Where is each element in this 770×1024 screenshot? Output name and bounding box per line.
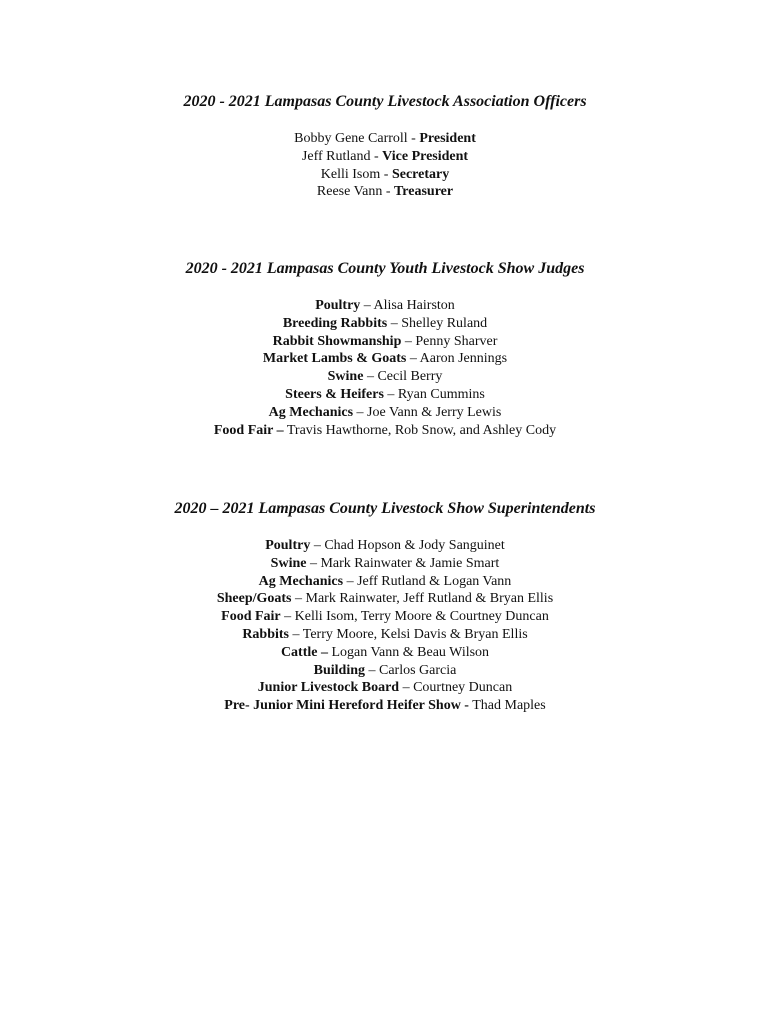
judge-people: – Joe Vann & Jerry Lewis	[353, 404, 502, 420]
officer-line	[0, 148, 770, 166]
judge-category: Ag Mechanics	[268, 404, 354, 420]
superintendent-category: Food Fair	[221, 609, 281, 625]
officers-list	[0, 130, 770, 201]
judge-category: Steers & Heifers	[285, 386, 384, 402]
officer-line	[0, 183, 770, 201]
officer-name: Jeff Rutland -	[301, 148, 383, 164]
superintendent-category: Cattle –	[280, 644, 328, 660]
superintendent-people: Logan Vann & Beau Wilson	[327, 644, 490, 660]
officer-role: Secretary	[391, 166, 450, 182]
judges-title: 2020 - 2021 Lampasas County Youth Livestock Show Judges	[185, 260, 585, 277]
superintendent-category: Sheep/Goats	[216, 591, 292, 607]
superintendent-people: – Mark Rainwater & Jamie Smart	[306, 555, 500, 571]
judge-people: – Ryan Cummins	[383, 386, 485, 402]
officer-name: Reese Vann -	[316, 184, 394, 200]
judge-category: Poultry	[315, 298, 361, 313]
superintendent-category: Poultry	[265, 538, 311, 553]
superintendents-title: 2020 – 2021 Lampasas County Livestock Show Superintendents	[174, 500, 596, 517]
judges-list	[0, 297, 770, 439]
officer-role: Treasurer	[394, 184, 454, 200]
superintendent-line	[0, 573, 770, 591]
judge-category: Market Lambs & Goats	[262, 351, 407, 367]
superintendent-line	[0, 555, 770, 573]
superintendent-category: Swine	[270, 555, 307, 571]
superintendent-line	[0, 537, 770, 555]
judge-people: – Alisa Hairston	[360, 298, 455, 313]
superintendent-line	[0, 644, 770, 662]
judge-line	[0, 404, 770, 422]
superintendent-category: Rabbits	[242, 626, 289, 642]
superintendent-people: – Kelli Isom, Terry Moore & Courtney Duncan	[280, 609, 549, 625]
superintendent-line	[0, 608, 770, 626]
judge-people: – Cecil Berry	[363, 369, 443, 385]
officer-role: President	[419, 131, 476, 146]
judge-people: Travis Hawthorne, Rob Snow, and Ashley Cody	[283, 422, 557, 438]
superintendent-category: Building	[313, 662, 365, 678]
officer-name: Kelli Isom -	[320, 166, 392, 182]
superintendent-category: Pre- Junior Mini Hereford Heifer Show -	[224, 698, 469, 714]
judge-line	[0, 350, 770, 368]
judge-line	[0, 368, 770, 386]
superintendent-people: – Carlos Garcia	[365, 662, 457, 678]
officers-section	[0, 92, 770, 201]
superintendent-people: – Jeff Rutland & Logan Vann	[343, 573, 512, 589]
superintendent-line	[0, 662, 770, 680]
superintendents-section	[0, 499, 770, 715]
officer-line	[0, 130, 770, 148]
judge-category: Breeding Rabbits	[282, 315, 388, 331]
superintendent-line	[0, 590, 770, 608]
superintendent-line	[0, 626, 770, 644]
judge-line	[0, 422, 770, 440]
judge-people: – Penny Sharver	[401, 333, 498, 349]
superintendents-list	[0, 537, 770, 715]
judge-line	[0, 333, 770, 351]
officer-line	[0, 166, 770, 184]
superintendent-category: Junior Livestock Board	[257, 680, 400, 696]
superintendent-line	[0, 679, 770, 697]
superintendent-line	[0, 697, 770, 715]
superintendent-category: Ag Mechanics	[258, 573, 344, 589]
judge-line	[0, 297, 770, 315]
officer-name: Bobby Gene Carroll -	[294, 131, 420, 146]
judge-category: Rabbit Showmanship	[272, 333, 402, 349]
superintendent-people: – Mark Rainwater, Jeff Rutland & Bryan Ellis	[291, 591, 554, 607]
judges-section	[0, 259, 770, 439]
superintendent-people: – Terry Moore, Kelsi Davis & Bryan Ellis	[289, 626, 528, 642]
judge-people: – Aaron Jennings	[406, 351, 508, 367]
judge-people: – Shelley Ruland	[387, 315, 488, 331]
superintendent-people: Thad Maples	[468, 698, 546, 714]
superintendent-people: – Chad Hopson & Jody Sanguinet	[310, 538, 505, 553]
judge-line	[0, 315, 770, 333]
judge-category: Swine	[327, 369, 364, 385]
judge-line	[0, 386, 770, 404]
officer-role: Vice President	[382, 148, 469, 164]
officers-title: 2020 - 2021 Lampasas County Livestock Association Officers	[183, 93, 587, 110]
superintendent-people: – Courtney Duncan	[399, 680, 513, 696]
judge-category: Food Fair –	[213, 422, 284, 438]
